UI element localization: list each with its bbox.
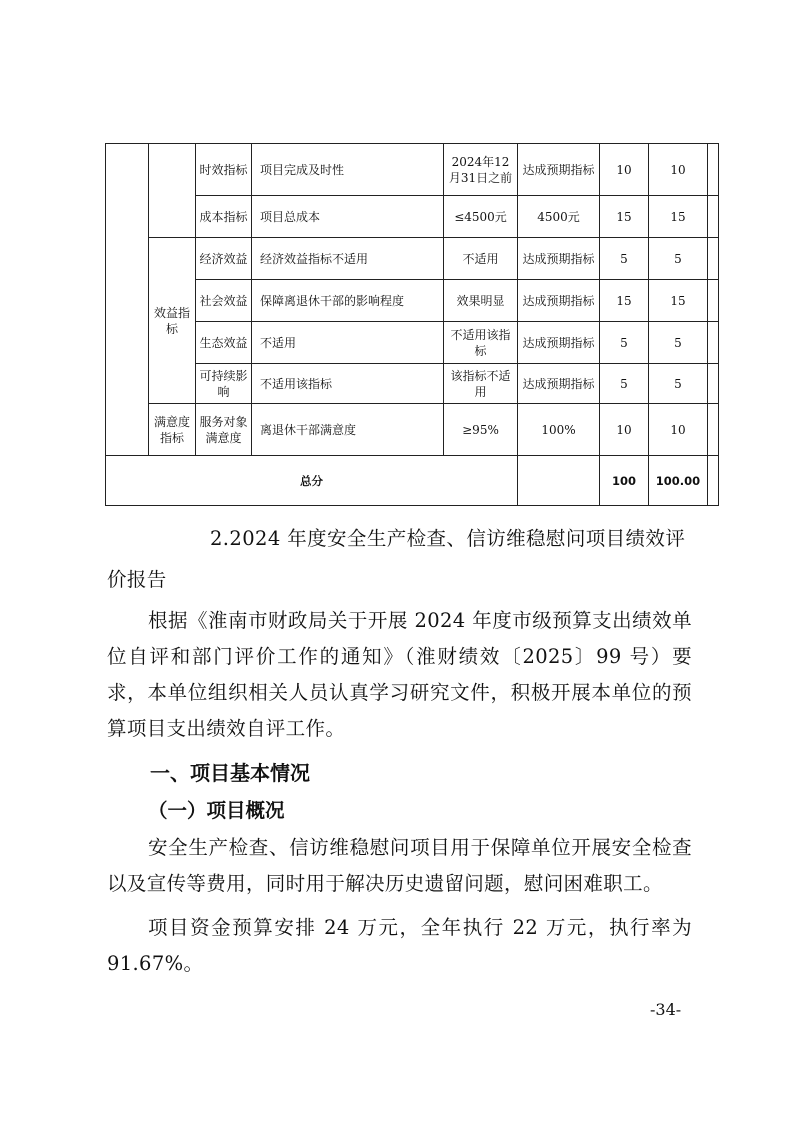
table-cell-target: 效果明显: [444, 280, 518, 322]
table-cell-score: 5: [649, 322, 708, 364]
table-cell-indicator: 项目完成及时性: [252, 144, 444, 196]
table-cell-level1: [106, 144, 149, 456]
table-cell-target: 该指标不适用: [444, 364, 518, 404]
total-score: 100.00: [649, 456, 708, 506]
table-cell-score: 10: [649, 144, 708, 196]
table-cell-weight: 10: [600, 404, 649, 456]
total-weight: 100: [600, 456, 649, 506]
table-cell-indicator: 离退休干部满意度: [252, 404, 444, 456]
table-cell-indicator: 不适用: [252, 322, 444, 364]
table-cell-level2: 满意度指标: [149, 404, 196, 456]
intro-paragraph: 根据《淮南市财政局关于开展 2024 年度市级预算支出绩效单位自评和部门评价工作的通知》（淮财绩效〔2025〕99 号）要求，本单位组织相关人员认真学习研究文件，积极开展本单位的预算项目支出绩效自评工作。: [107, 609, 692, 740]
table-cell-level3: 社会效益: [196, 280, 252, 322]
table-cell-weight: 5: [600, 238, 649, 280]
table-row: [106, 280, 719, 322]
table-cell-score: 15: [649, 196, 708, 238]
table-cell-indicator: 不适用该指标: [252, 364, 444, 404]
table-row: [106, 404, 719, 456]
table-cell-target: ≥95%: [444, 404, 518, 456]
table-cell-remark: [708, 196, 719, 238]
table-row: [106, 238, 719, 280]
table-cell-level2: [149, 144, 196, 238]
table-cell-actual: 达成预期指标: [518, 144, 600, 196]
table-cell-actual: 达成预期指标: [518, 238, 600, 280]
page-number: -34-: [650, 1000, 682, 1019]
table-cell-target: 2024年12月31日之前: [444, 144, 518, 196]
table-cell-weight: 5: [600, 364, 649, 404]
table-cell-remark: [708, 456, 719, 506]
section-title-line2: 价报告: [107, 568, 167, 591]
section-title-line1: 2.2024 年度安全生产检查、信访维稳慰问项目绩效评: [210, 527, 686, 550]
overview-paragraph: 安全生产检查、信访维稳慰问项目用于保障单位开展安全检查以及宣传等费用，同时用于解决历史遗留问题，慰问困难职工。: [107, 836, 692, 895]
table-cell-remark: [708, 322, 719, 364]
table-cell-actual: 达成预期指标: [518, 280, 600, 322]
table-cell-level3: 生态效益: [196, 322, 252, 364]
table-cell-indicator: 经济效益指标不适用: [252, 238, 444, 280]
heading-level2: （一）项目概况: [148, 799, 285, 822]
table-cell-remark: [708, 280, 719, 322]
table-cell-actual: [518, 456, 600, 506]
table-cell-level3: 时效指标: [196, 144, 252, 196]
table-cell-weight: 15: [600, 280, 649, 322]
table-cell-score: 5: [649, 364, 708, 404]
table-cell-level3: 服务对象满意度: [196, 404, 252, 456]
table-row: [106, 364, 719, 404]
table-cell-score: 15: [649, 280, 708, 322]
table-cell-remark: [708, 144, 719, 196]
table-cell-actual: 100%: [518, 404, 600, 456]
table-row: [106, 144, 719, 196]
table-cell-level3: 成本指标: [196, 196, 252, 238]
table-cell-weight: 15: [600, 196, 649, 238]
table-cell-target: 不适用: [444, 238, 518, 280]
table-cell-target: 不适用该指标: [444, 322, 518, 364]
budget-paragraph: 项目资金预算安排 24 万元，全年执行 22 万元，执行率为 91.67%。: [107, 916, 692, 975]
table-row: [106, 196, 719, 238]
performance-table: [105, 143, 719, 506]
table-cell-remark: [708, 404, 719, 456]
table-cell-remark: [708, 238, 719, 280]
table-row: [106, 322, 719, 364]
table-cell-level2: 效益指标: [149, 238, 196, 404]
table-total-row: [106, 456, 719, 506]
table-cell-weight: 10: [600, 144, 649, 196]
table-cell-actual: 4500元: [518, 196, 600, 238]
table-cell-actual: 达成预期指标: [518, 364, 600, 404]
heading-level1: 一、项目基本情况: [150, 761, 310, 785]
table-cell-target: ≤4500元: [444, 196, 518, 238]
table-cell-level3: 经济效益: [196, 238, 252, 280]
table-cell-score: 10: [649, 404, 708, 456]
table-cell-indicator: 项目总成本: [252, 196, 444, 238]
table-cell-actual: 达成预期指标: [518, 322, 600, 364]
table-cell-remark: [708, 364, 719, 404]
total-label: 总分: [106, 456, 518, 506]
table-cell-score: 5: [649, 238, 708, 280]
table-cell-indicator: 保障离退休干部的影响程度: [252, 280, 444, 322]
table-cell-weight: 5: [600, 322, 649, 364]
table-cell-level3: 可持续影响: [196, 364, 252, 404]
